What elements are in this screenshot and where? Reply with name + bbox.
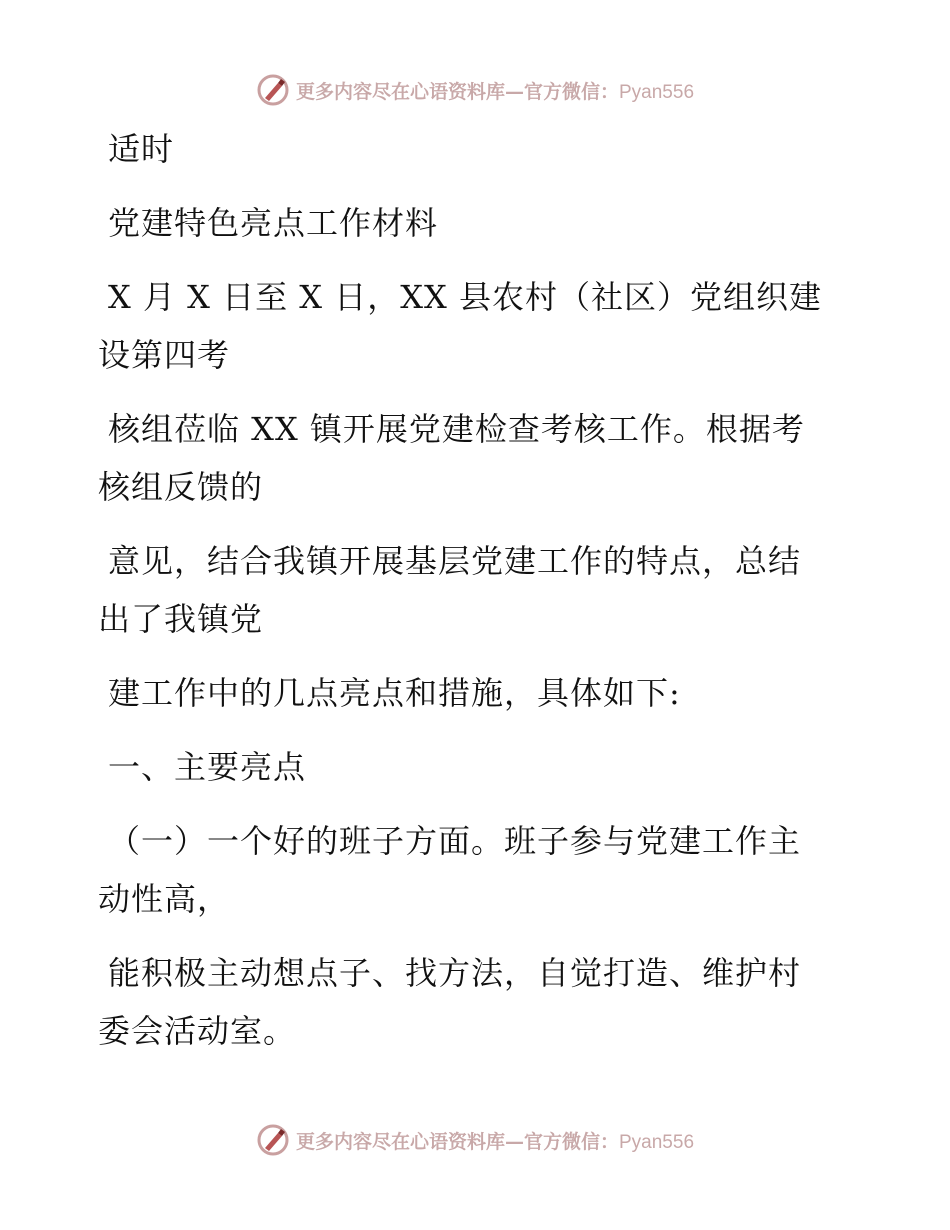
paragraph-line: 意见，结合我镇开展基层党建工作的特点，总结	[108, 542, 802, 580]
paragraph-line: X 月 X 日至 X 日，XX 县农村（社区）党组织建	[108, 278, 822, 316]
section-heading	[98, 738, 848, 796]
paragraph-line: 建工作中的几点亮点和措施，具体如下:	[108, 674, 681, 712]
document-body	[98, 120, 848, 1060]
paragraph-line: 适时	[108, 130, 175, 168]
paragraph-line: 设第四考	[98, 336, 231, 374]
pen-logo-icon	[256, 1123, 290, 1157]
paragraph-line: 党建特色亮点工作材料	[108, 204, 439, 242]
paragraph-line: 核组反馈的	[98, 468, 264, 506]
paragraph-line: 能积极主动想点子、找方法，自觉打造、维护村	[108, 954, 802, 992]
paragraph-line: 核组莅临 XX 镇开展党建检查考核工作。根据考	[108, 410, 805, 448]
pen-logo-icon	[256, 73, 290, 107]
paragraph	[98, 268, 848, 384]
paragraph-line: （一）一个好的班子方面。班子参与党建工作主	[108, 822, 802, 860]
watermark-text: 更多内容尽在心语资料库—官方微信：Pyan556	[295, 80, 695, 103]
paragraph	[98, 944, 848, 1060]
watermark-footer	[0, 1120, 950, 1160]
paragraph	[98, 120, 848, 178]
paragraph	[98, 532, 848, 648]
paragraph	[98, 664, 848, 722]
watermark-text: 更多内容尽在心语资料库—官方微信：Pyan556	[295, 1130, 695, 1153]
paragraph	[98, 812, 848, 928]
paragraph	[98, 400, 848, 516]
watermark-header	[0, 70, 950, 110]
paragraph-line: 动性高，	[98, 880, 231, 918]
paragraph-line: 一、主要亮点	[108, 748, 307, 786]
paragraph	[98, 194, 848, 252]
paragraph-line: 委会活动室。	[98, 1012, 297, 1050]
paragraph-line: 出了我镇党	[98, 600, 264, 638]
